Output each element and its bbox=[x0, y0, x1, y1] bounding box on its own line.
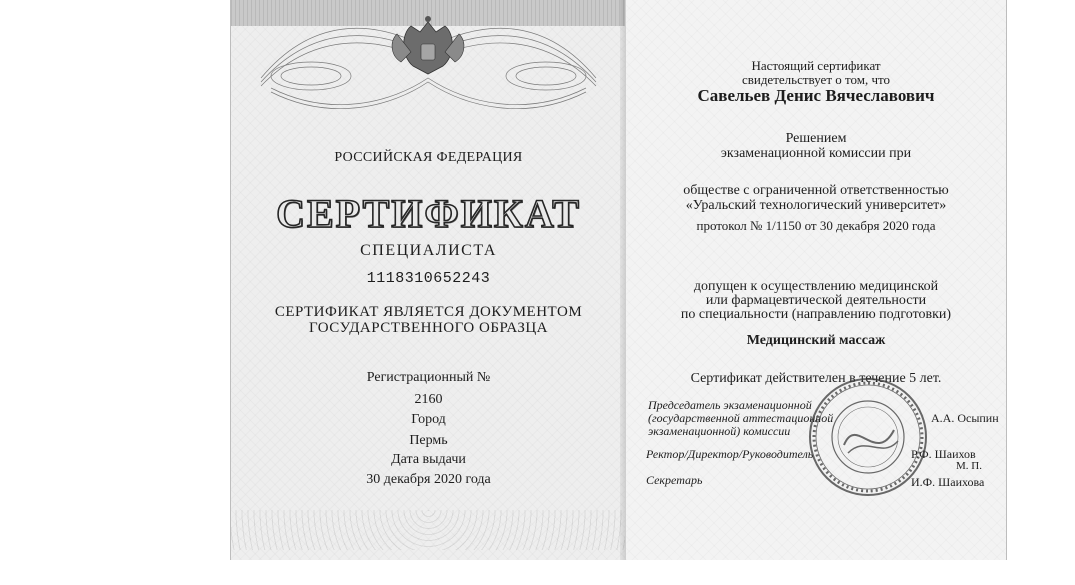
rector-name: Р.Ф. Шаихов bbox=[911, 447, 976, 461]
chair-name: А.А. Осыпин bbox=[931, 411, 999, 425]
chair-signature-label-1: Председатель экзаменационной bbox=[648, 398, 812, 412]
issue-date-value: 30 декабря 2020 года bbox=[366, 472, 491, 487]
certificate-number: 1118310652243 bbox=[366, 270, 491, 287]
validity-statement: Сертификат действителен в течение 5 лет. bbox=[690, 371, 942, 386]
state-document-line-2: ГОСУДАРСТВЕННОГО ОБРАЗЦА bbox=[308, 320, 549, 336]
round-seal-icon bbox=[806, 375, 931, 500]
intro-line-1: Настоящий сертификат bbox=[751, 58, 881, 73]
specialty-name: Медицинский массаж bbox=[746, 333, 886, 348]
secretary-signature-label: Секретарь bbox=[646, 473, 703, 487]
city-value: Пермь bbox=[409, 433, 448, 448]
guilloche-bottom-band bbox=[231, 510, 626, 550]
chair-signature-label-2: (государственной аттестационной bbox=[648, 411, 834, 425]
registration-number: 2160 bbox=[414, 392, 443, 407]
admission-line-2: или фармацевтической деятельности bbox=[705, 293, 927, 308]
country-name: РОССИЙСКАЯ ФЕДЕРАЦИЯ bbox=[334, 150, 523, 165]
admission-line-3: по специальности (направлению подготовки) bbox=[680, 307, 952, 322]
city-label: Город bbox=[411, 412, 446, 427]
stamp-place-mark: М. П. bbox=[956, 460, 982, 472]
guilloche-ornament bbox=[251, 8, 606, 118]
organization-line-1: обществе с ограниченной ответственностью bbox=[683, 183, 949, 198]
issue-date-label: Дата выдачи bbox=[391, 452, 466, 467]
chair-signature-label-3: экзаменационной) комиссии bbox=[648, 424, 791, 438]
organization-name: «Уральский технологический университет» bbox=[685, 198, 947, 213]
intro-line-2: свидетельствует о том, что bbox=[741, 72, 891, 87]
rector-signature-label: Ректор/Директор/Руководитель bbox=[646, 447, 814, 461]
coat-of-arms-icon bbox=[392, 16, 464, 74]
certificate-right-page bbox=[625, 0, 1007, 560]
certificate-subtitle: СПЕЦИАЛИСТА bbox=[360, 242, 497, 259]
registration-label: Регистрационный № bbox=[366, 370, 491, 385]
decision-line-2: экзаменационной комиссии при bbox=[720, 146, 912, 161]
certificate-left-page bbox=[230, 0, 626, 560]
admission-line-1: допущен к осуществлению медицинской bbox=[693, 279, 939, 294]
holder-name: Савельев Денис Вячеславович bbox=[697, 86, 935, 105]
certificate-title: СЕРТИФИКАТ bbox=[276, 191, 581, 236]
state-document-line-1: СЕРТИФИКАТ ЯВЛЯЕТСЯ ДОКУМЕНТОМ bbox=[274, 304, 583, 320]
secretary-name: И.Ф. Шаихова bbox=[911, 475, 985, 489]
protocol-line: протокол № 1/1150 от 30 декабря 2020 года bbox=[696, 218, 936, 233]
decision-line-1: Решением bbox=[785, 131, 847, 146]
